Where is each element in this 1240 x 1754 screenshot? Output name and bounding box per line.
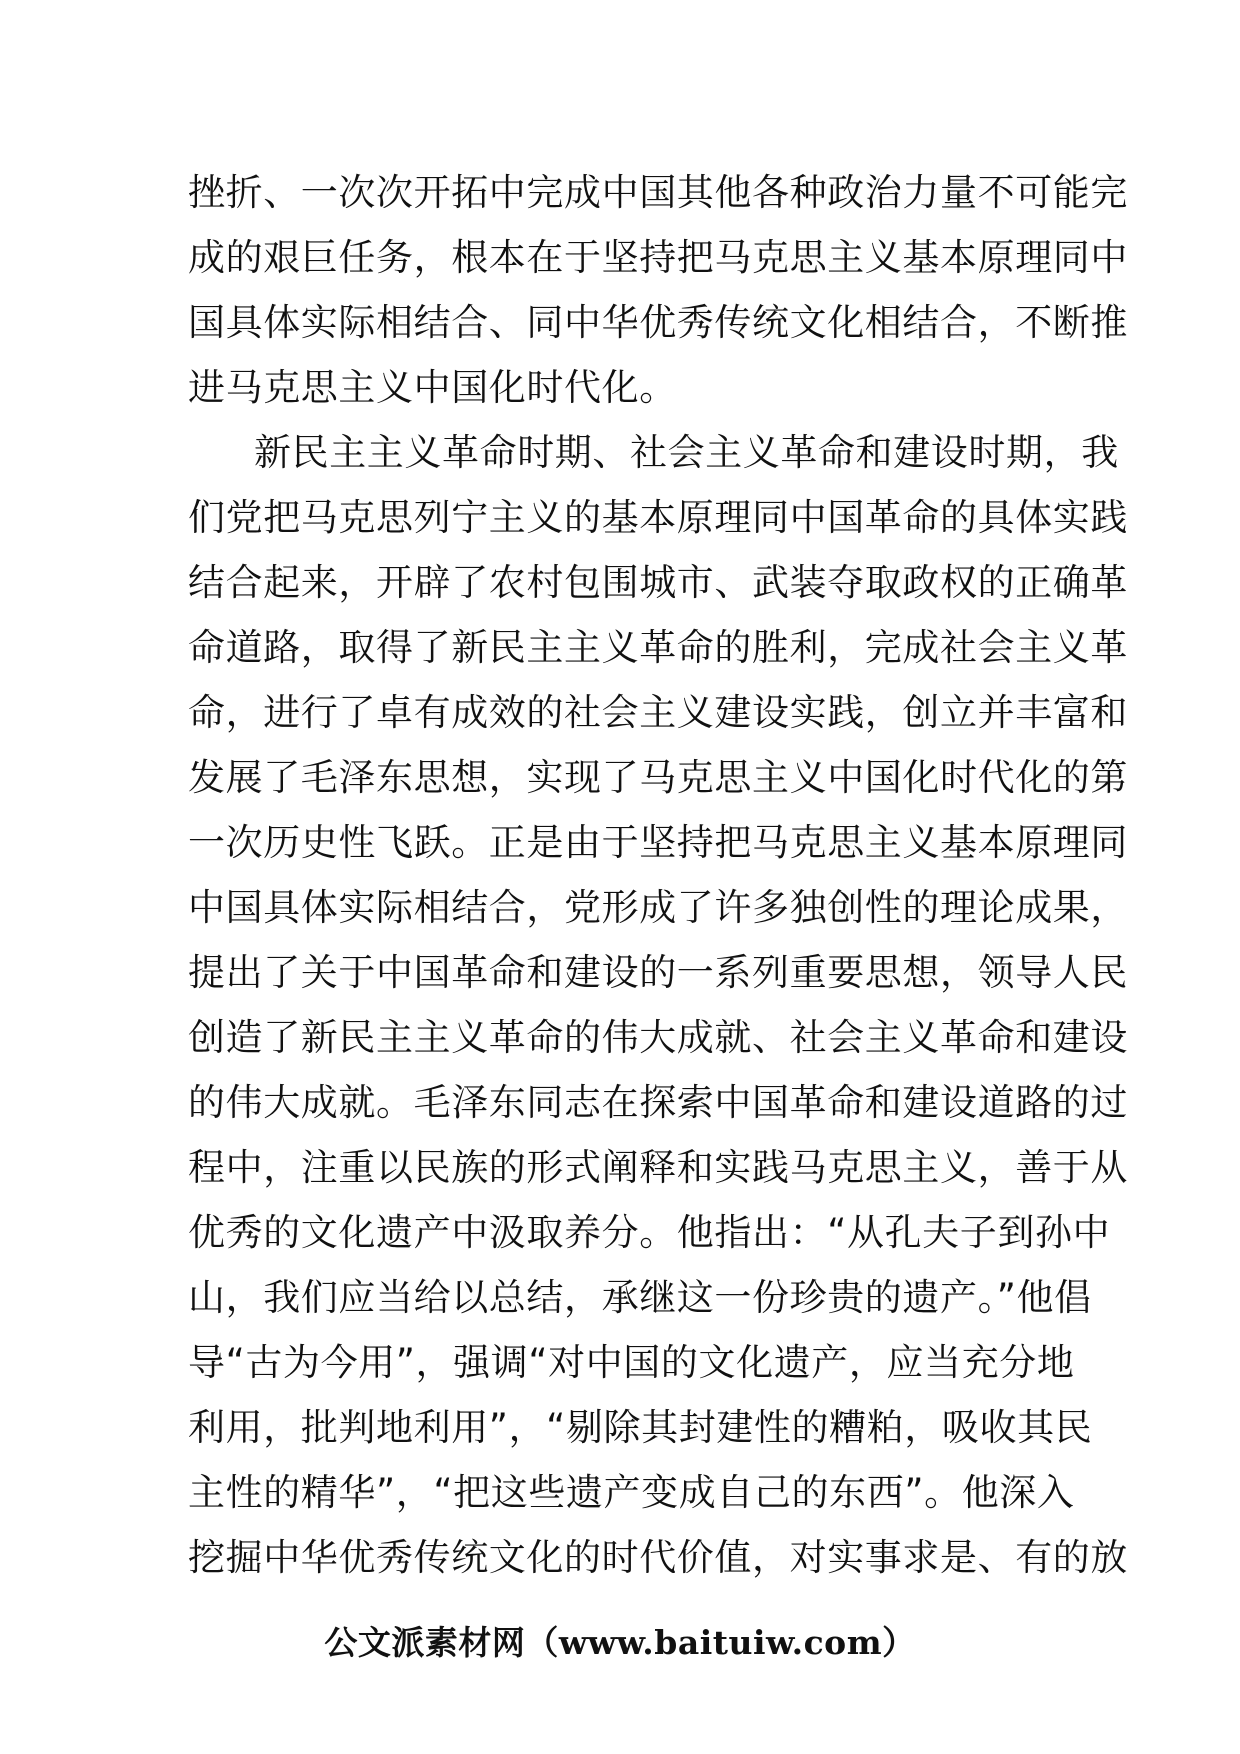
text-line: 进马克思主义中国化时代化。 <box>188 366 677 409</box>
text-line: 命，进行了卓有成效的社会主义建设实践，创立并丰富和 <box>188 691 1128 734</box>
text-line: 的伟大成就。毛泽东同志在探索中国革命和建设道路的过 <box>188 1081 1128 1124</box>
body-text <box>188 160 1128 1590</box>
text-line: 导“古为今用”，强调“对中国的文化遗产，应当充分地 <box>188 1341 1075 1384</box>
text-line: 中国具体实际相结合，党形成了许多独创性的理论成果， <box>188 886 1128 929</box>
text-line: 挖掘中华优秀传统文化的时代价值，对实事求是、有的放 <box>188 1536 1128 1579</box>
footer-watermark: 公文派素材网（www.baituiw.com） <box>324 1623 916 1662</box>
text-line: 命道路，取得了新民主主义革命的胜利，完成社会主义革 <box>188 626 1128 669</box>
text-line: 成的艰巨任务，根本在于坚持把马克思主义基本原理同中 <box>188 236 1128 279</box>
text-line: 结合起来，开辟了农村包围城市、武装夺取政权的正确革 <box>188 561 1128 604</box>
text-line: 发展了毛泽东思想，实现了马克思主义中国化时代化的第 <box>188 756 1128 799</box>
text-line: 主性的精华”，“把这些遗产变成自己的东西”。他深入 <box>188 1471 1075 1514</box>
text-line: 山，我们应当给以总结，承继这一份珍贵的遗产。”他倡 <box>188 1276 1092 1319</box>
text-line: 们党把马克思列宁主义的基本原理同中国革命的具体实践 <box>188 496 1128 539</box>
text-line: 创造了新民主主义革命的伟大成就、社会主义革命和建设 <box>188 1016 1128 1059</box>
text-line: 程中，注重以民族的形式阐释和实践马克思主义，善于从 <box>188 1146 1128 1189</box>
text-line: 提出了关于中国革命和建设的一系列重要思想，领导人民 <box>188 951 1128 994</box>
text-line: 挫折、一次次开拓中完成中国其他各种政治力量不可能完 <box>188 171 1128 214</box>
text-line: 一次历史性飞跃。正是由于坚持把马克思主义基本原理同 <box>188 821 1128 864</box>
text-line-indented: 新民主主义革命时期、社会主义革命和建设时期，我 <box>254 431 1119 474</box>
text-line: 优秀的文化遗产中汲取养分。他指出：“从孔夫子到孙中 <box>188 1211 1111 1254</box>
text-line: 国具体实际相结合、同中华优秀传统文化相结合，不断推 <box>188 301 1128 344</box>
text-line: 利用，批判地利用”，“剔除其封建性的糟粕，吸收其民 <box>188 1406 1093 1449</box>
